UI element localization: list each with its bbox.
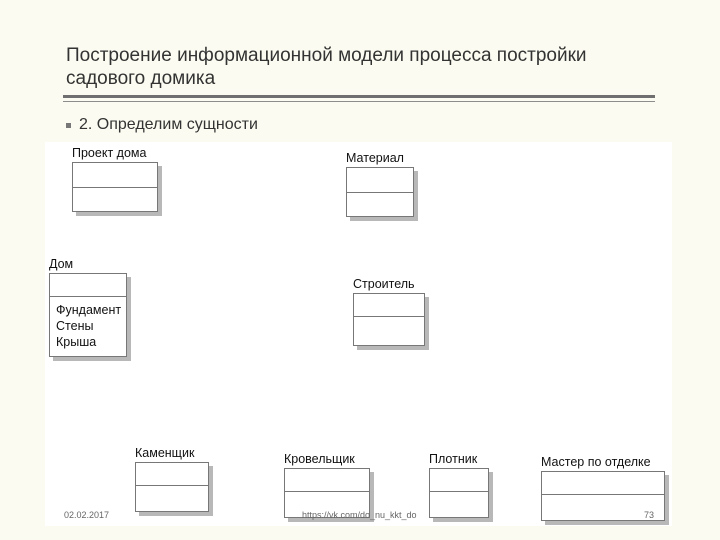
entity-name: Плотник bbox=[429, 452, 478, 466]
bullet-text: 2. Определим сущности bbox=[79, 116, 258, 133]
footer-url: https://vk.com/do_nu_kkt_do bbox=[302, 510, 417, 520]
entity-name: Материал bbox=[346, 151, 404, 165]
entity-box bbox=[49, 273, 127, 357]
attribute-item: Стены bbox=[56, 319, 94, 333]
entity-stroitel bbox=[353, 277, 425, 346]
entity-box bbox=[353, 293, 425, 346]
bullet-item bbox=[66, 116, 258, 134]
entity-box bbox=[135, 462, 209, 512]
entity-name: Строитель bbox=[353, 277, 415, 291]
entity-name: Мастер по отделке bbox=[541, 455, 651, 469]
entity-box bbox=[346, 167, 414, 217]
entity-name: Кровельщик bbox=[284, 452, 355, 466]
entity-box bbox=[72, 162, 158, 212]
attribute-item: Крыша bbox=[56, 335, 97, 349]
entity-proekt-doma bbox=[72, 146, 158, 212]
entity-name: Каменщик bbox=[135, 446, 195, 460]
slide-title: Построение информационной модели процесса постройки садового домика bbox=[66, 45, 587, 89]
footer-date: 02.02.2017 bbox=[64, 510, 110, 520]
entity-plotnik bbox=[429, 452, 489, 518]
entity-name: Проект дома bbox=[72, 146, 147, 160]
title-divider-thin bbox=[63, 101, 655, 102]
entity-kamenshchik bbox=[135, 446, 209, 512]
entity-material bbox=[346, 151, 414, 217]
title-divider bbox=[63, 95, 655, 98]
entity-dom bbox=[49, 257, 127, 357]
entity-box bbox=[429, 468, 489, 518]
bullet-square-icon bbox=[66, 123, 71, 128]
attribute-item: Фундамент bbox=[56, 303, 122, 317]
attribute-list bbox=[56, 302, 121, 350]
entity-name: Дом bbox=[49, 257, 74, 271]
entity-diagram bbox=[45, 142, 672, 526]
footer-page-number: 73 bbox=[644, 510, 655, 520]
